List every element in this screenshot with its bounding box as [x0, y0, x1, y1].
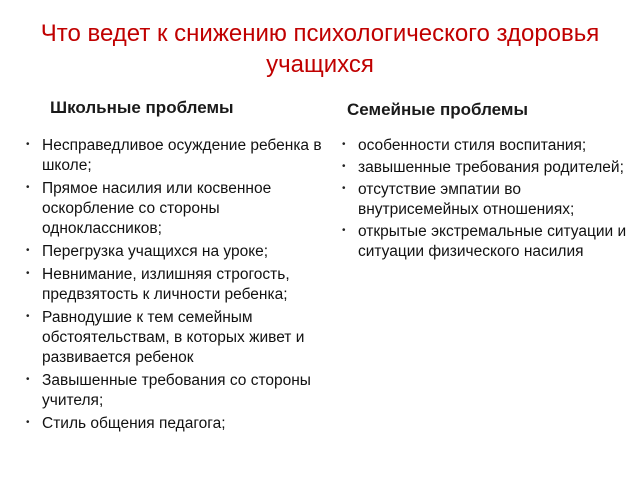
- bullet-icon: •: [26, 374, 30, 385]
- list-item: [340, 222, 630, 262]
- bullet-icon: •: [342, 139, 346, 150]
- bullet-icon: •: [26, 268, 30, 279]
- list-item: [24, 136, 342, 176]
- list-item: [24, 265, 342, 305]
- list-item: [24, 371, 342, 411]
- list-item-text: особенности стиля воспитания;: [358, 137, 587, 154]
- bullet-icon: •: [26, 417, 30, 428]
- list-item: [340, 158, 630, 178]
- bullet-icon: •: [26, 311, 30, 322]
- list-item-text: Завышенные требования со стороны учителя;: [42, 372, 311, 409]
- list-item-text: Невнимание, излишняя строгость, предвзятость к личности ребенка;: [42, 266, 290, 303]
- list-item: [24, 242, 342, 262]
- list-item: [340, 136, 630, 156]
- list-item-text: Стиль общения педагога;: [42, 415, 226, 432]
- list-item-text: отсутствие эмпатии во внутрисемейных отношениях;: [358, 181, 575, 218]
- bullet-icon: •: [342, 183, 346, 194]
- list-item: [24, 414, 342, 434]
- list-item: [340, 180, 630, 220]
- list-item-text: завышенные требования родителей;: [358, 159, 624, 176]
- school-problems-list: [24, 136, 342, 437]
- bullet-icon: •: [26, 139, 30, 150]
- bullet-icon: •: [342, 161, 346, 172]
- list-item-text: Равнодушие к тем семейным обстоятельствам, в которых живет и развивается ребенок: [42, 309, 305, 366]
- family-problems-heading: Семейные проблемы: [347, 100, 528, 119]
- list-item-text: Прямое насилия или косвенное оскорбление со стороны одноклассников;: [42, 180, 272, 237]
- school-problems-heading: Школьные проблемы: [50, 98, 234, 117]
- list-item: [24, 308, 342, 368]
- bullet-icon: •: [26, 182, 30, 193]
- list-item: [24, 179, 342, 239]
- family-problems-list: [340, 136, 630, 264]
- bullet-icon: •: [26, 245, 30, 256]
- list-item-text: открытые экстремальные ситуации и ситуации физического насилия: [358, 223, 627, 260]
- slide-title: Что ведет к снижению психологического здоровья учащихся: [40, 20, 600, 78]
- list-item-text: Перегрузка учащихся на уроке;: [42, 243, 269, 260]
- list-item-text: Несправедливое осуждение ребенка в школе;: [42, 137, 322, 174]
- bullet-icon: •: [342, 225, 346, 236]
